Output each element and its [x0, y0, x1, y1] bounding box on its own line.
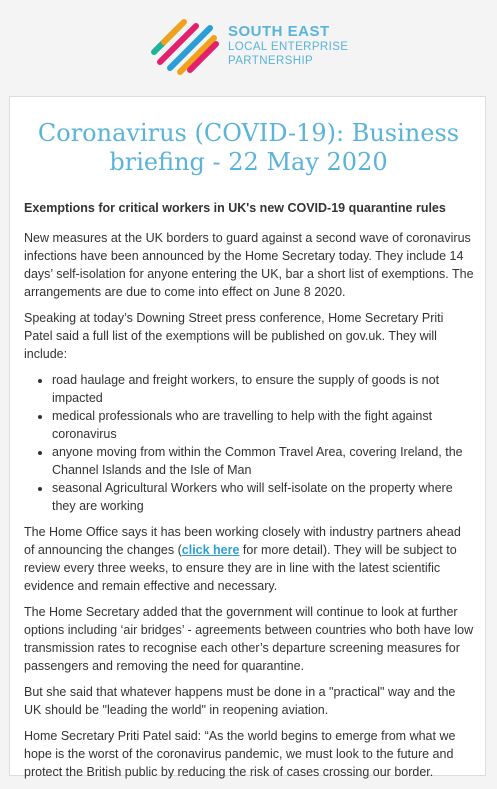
- click-here-link[interactable]: click here: [181, 543, 240, 557]
- briefing-card: [9, 96, 486, 779]
- paragraph-3: [24, 523, 474, 595]
- paragraph-4: The Home Secretary added that the government will continue to look at further options including ‘air bridges’ - agreements between countries who both have low transmission rates to recognise each other’s departure screening measures for passengers and removing the need for quarantine.: [24, 605, 474, 673]
- exemptions-list: [24, 371, 474, 515]
- paragraph-3-after: for more detail). They will be subject to review every three weeks, to ensure they are in line with the latest scientific evidence and remain effective and necessary.: [24, 543, 457, 593]
- list-item: • road haulage and freight workers, to ensure the supply of goods is not impacted: [52, 371, 474, 407]
- briefing-subheading: Exemptions for critical workers in UK's new COVID-19 quarantine rules: [24, 201, 446, 215]
- paragraph-6: Home Secretary Priti Patel said: “As the world begins to emerge from what we hope is the worst of the coronavirus pandemic, we must look to the future and protect the British public by reducing the risk of cases crossing our border.: [24, 729, 456, 779]
- email-header: [0, 0, 497, 92]
- paragraph-5: But she said that whatever happens must be done in a "practical" way and the UK should be "leading the world" in reopening aviation.: [24, 685, 456, 717]
- logo-line-partnership: PARTNERSHIP: [228, 55, 314, 67]
- logo-line-south-east: SOUTH EAST: [228, 23, 330, 40]
- list-item: • medical professionals who are travelling to help with the fight against coronavirus: [52, 407, 474, 443]
- logo-line-local-enterprise: LOCAL ENTERPRISE: [228, 41, 349, 53]
- lep-logo-mark-icon: [150, 12, 220, 76]
- paragraph-2: Speaking at today’s Downing Street press conference, Home Secretary Priti Patel said a full list of the exemptions will be published on gov.uk. They will include:: [24, 311, 444, 361]
- paragraph-3-before: The Home Office says it has been working closely with industry partners ahead of announcing the changes (: [24, 525, 461, 557]
- briefing-body: [24, 199, 474, 789]
- list-item: • seasonal Agricultural Workers who will self-isolate on the property where they are working: [52, 479, 474, 515]
- paragraph-1: New measures at the UK borders to guard against a second wave of coronavirus infections have been announced by the Home Secretary today. They include 14 days’ self-isolation for anyone entering the UK, bar a short list of exemptions. The arrangements are due to come into effect on June 8 2020.: [24, 231, 474, 299]
- lep-logo-text: [228, 24, 348, 68]
- briefing-title: Coronavirus (COVID-19): Business briefing - 22 May 2020: [37, 119, 460, 176]
- list-item: • anyone moving from within the Common Travel Area, covering Ireland, the Channel Islands and the Isle of Man: [52, 443, 474, 479]
